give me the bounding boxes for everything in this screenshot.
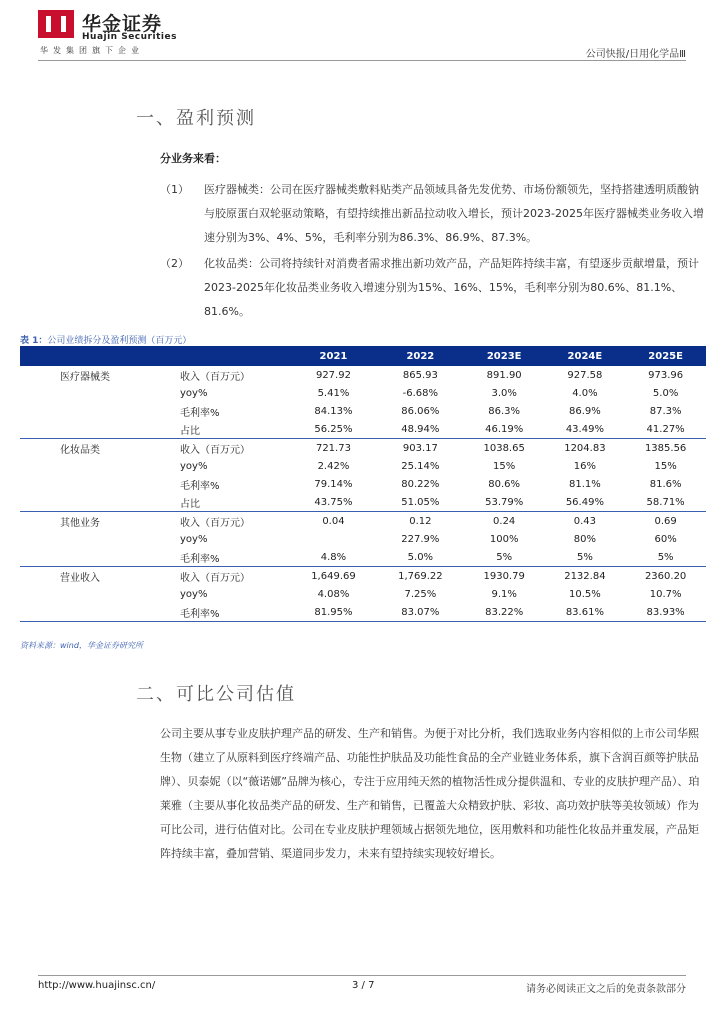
table-cell: 81.95%	[290, 603, 377, 622]
table-cell: 2360.20	[644, 570, 687, 582]
brand-name-cn: 华金证券	[82, 13, 163, 35]
page-number: 3 / 7	[352, 980, 375, 991]
table-cell: 0.12	[409, 515, 432, 527]
header-cell-2023e: 2023E	[486, 350, 522, 362]
table-row	[20, 366, 706, 384]
table-cell: 1204.83	[564, 442, 606, 454]
table-cell	[290, 530, 377, 548]
header-cell	[160, 346, 290, 366]
table-cell: 83.07%	[377, 603, 464, 622]
table-cell: 5%	[545, 548, 626, 567]
section-title-forecast: 一、盈利预测	[136, 108, 256, 129]
table-cell: 84.13%	[314, 405, 353, 417]
footer-url[interactable]: http://www.huajinsc.cn/	[38, 980, 156, 991]
row-metric: 收入（百万元）	[180, 572, 250, 584]
table-cell: 9.1%	[491, 588, 517, 600]
table-cell: 1930.79	[483, 570, 525, 582]
header-cell-2025e: 2025E	[648, 350, 683, 362]
table-row	[20, 402, 706, 420]
table-cell: 1,769.22	[398, 570, 443, 582]
table-cell: 0.24	[493, 515, 516, 527]
table-row	[20, 585, 706, 603]
table-cell: 1385.56	[644, 442, 687, 454]
row-metric: yoy%	[180, 588, 208, 600]
table-cell: 5.0%	[377, 548, 464, 567]
table-cell: 227.9%	[401, 533, 440, 545]
table-cell: 81.1%	[569, 478, 601, 490]
table-cell: 1,649.69	[311, 570, 356, 582]
row-category: 化妆品类	[60, 444, 100, 456]
table-cell: 86.3%	[488, 405, 521, 417]
row-category	[20, 420, 160, 439]
table-cell: 0.04	[322, 515, 345, 527]
table-cell: 83.61%	[545, 603, 626, 622]
table-cell: 721.73	[315, 442, 351, 454]
footer-disclaimer: 请务必阅读正文之后的免责条款部分	[526, 984, 686, 995]
table-cell: 10.5%	[569, 588, 601, 600]
table-cell: 927.92	[315, 369, 351, 381]
table-cell: 15%	[493, 460, 516, 472]
table-row	[20, 475, 706, 493]
table-row	[20, 493, 706, 512]
table-source: 资料来源：wind，华金证券研究所	[20, 641, 143, 650]
table-cell: 2.42%	[317, 460, 350, 472]
brand-logo-icon	[38, 10, 74, 38]
table-cell: 927.58	[567, 369, 603, 381]
table-row	[20, 603, 706, 622]
item-number: （1）	[160, 183, 189, 196]
row-metric: yoy%	[180, 460, 208, 472]
table-caption-label: 表 1：	[20, 336, 48, 346]
table-caption-text: 公司业绩拆分及盈利预测（百万元）	[47, 336, 192, 346]
row-metric: 毛利率%	[180, 480, 220, 492]
row-category: 医疗器械类	[60, 371, 110, 383]
table-cell: 100%	[489, 533, 519, 545]
table-row	[20, 439, 706, 458]
section-subtitle: 分业务来看：	[160, 152, 226, 165]
table-cell: 86.9%	[569, 405, 601, 417]
row-metric: yoy%	[180, 533, 208, 545]
table-cell: 7.25%	[404, 588, 437, 600]
table-cell: -6.68%	[402, 387, 439, 399]
table-cell: 3.0%	[491, 387, 517, 399]
row-metric: yoy%	[180, 387, 208, 399]
table-cell: 51.05%	[377, 493, 464, 512]
table-body	[20, 366, 706, 622]
row-category: 其他业务	[60, 517, 100, 529]
table-cell: 80.6%	[488, 478, 521, 490]
table-cell: 10.7%	[649, 588, 682, 600]
row-metric: 毛利率%	[160, 603, 290, 622]
table-row	[20, 512, 706, 531]
forecast-table	[20, 346, 706, 622]
table-cell: 79.14%	[314, 478, 353, 490]
table-cell: 4.0%	[572, 387, 598, 399]
row-metric: 占比	[160, 493, 290, 512]
footer-divider	[38, 975, 686, 976]
header-cell-2022: 2022	[406, 350, 435, 362]
brand-name-en: Huajin Securities	[82, 32, 177, 42]
table-cell: 56.25%	[290, 420, 377, 439]
table-caption	[20, 333, 191, 346]
table-row	[20, 420, 706, 439]
header-divider	[38, 60, 686, 61]
table-cell: 41.27%	[625, 420, 706, 439]
row-category	[20, 457, 160, 475]
row-category	[20, 475, 160, 493]
table-cell: 1038.65	[483, 442, 525, 454]
header-cell-2021: 2021	[319, 350, 348, 362]
forecast-item-1	[160, 178, 708, 250]
row-metric: 占比	[160, 420, 290, 439]
table-row	[20, 457, 706, 475]
row-metric: 收入（百万元）	[180, 517, 250, 529]
table-cell: 58.71%	[625, 493, 706, 512]
table-cell: 56.49%	[545, 493, 626, 512]
table-cell: 16%	[573, 460, 596, 472]
row-category: 营业收入	[60, 572, 100, 584]
table-cell: 43.75%	[290, 493, 377, 512]
table-cell: 87.3%	[649, 405, 682, 417]
table-cell: 80%	[573, 533, 596, 545]
row-category	[20, 585, 160, 603]
table-row	[20, 530, 706, 548]
table-row	[20, 548, 706, 567]
item-text: 化妆品类：公司将持续针对消费者需求推出新功效产品，产品矩阵持续丰富，有望逐步贡献增量，预计2023-2025年化妆品类业务收入增速分别为15%、16%、15%，毛利率分别为80.6%、81.1%、81.6%。	[204, 257, 699, 318]
table-cell: 25.14%	[401, 460, 440, 472]
forecast-item-2	[160, 252, 708, 324]
table-cell: 60%	[654, 533, 677, 545]
row-category	[20, 548, 160, 567]
table-cell: 80.22%	[401, 478, 440, 490]
table-cell: 865.93	[402, 369, 438, 381]
item-text: 医疗器械类：公司在医疗器械类敷料贴类产品领域具备先发优势、市场份额领先，坚持搭建透明质酸钠与胶原蛋白双轮驱动策略，有望持续推出新品拉动收入增长，预计2023-2025年医疗器械类业务收入增速分别为3%、4%、5%，毛利率分别为86.3%、86.9%、87.3%。	[204, 183, 704, 244]
brand-slogan: 华发集团旗下企业	[40, 46, 144, 55]
row-category	[20, 384, 160, 402]
table-cell: 48.94%	[377, 420, 464, 439]
table-cell: 86.06%	[401, 405, 440, 417]
table-cell: 53.79%	[464, 493, 545, 512]
table-cell: 5.0%	[652, 387, 679, 399]
section-title-valuation: 二、可比公司估值	[136, 684, 296, 705]
table-cell: 2132.84	[564, 570, 606, 582]
row-metric: 收入（百万元）	[180, 444, 250, 456]
item-number: （2）	[160, 257, 189, 270]
table-cell: 973.96	[648, 369, 684, 381]
table-cell: 46.19%	[464, 420, 545, 439]
row-category	[20, 402, 160, 420]
table-row	[20, 384, 706, 402]
table-cell: 5.41%	[317, 387, 350, 399]
table-cell: 4.8%	[290, 548, 377, 567]
row-category	[20, 493, 160, 512]
table-cell: 81.6%	[649, 478, 682, 490]
header-cell	[20, 346, 160, 366]
header-cell-2024e: 2024E	[567, 350, 603, 362]
row-metric: 毛利率%	[180, 407, 220, 419]
table-header-row	[20, 346, 706, 366]
row-metric: 收入（百万元）	[180, 371, 250, 383]
table-cell: 15%	[654, 460, 677, 472]
table-cell: 5%	[464, 548, 545, 567]
table-cell: 5%	[625, 548, 706, 567]
table-cell: 903.17	[402, 442, 438, 454]
table-row	[20, 567, 706, 586]
report-type: 公司快报/日用化学品Ⅲ	[585, 49, 686, 60]
row-category	[20, 603, 160, 622]
table-cell: 4.08%	[317, 588, 350, 600]
table-cell: 83.93%	[625, 603, 706, 622]
table-cell: 891.90	[486, 369, 522, 381]
row-metric: 毛利率%	[160, 548, 290, 567]
valuation-paragraph: 公司主要从事专业皮肤护理产品的研发、生产和销售。为便于对比分析，我们选取业务内容相似的上市公司华熙生物（建立了从原料到医疗终端产品、功能性护肤品及功能性食品的全产业链业务体系，旗下含润百颜等护肤品牌）、贝泰妮（以“薇诺娜”品牌为核心，专注于应用纯天然的植物活性成分提供温和、专业的皮肤护理产品）、珀莱雅（主要从事化妆品类产品的研发、生产和销售，已覆盖大众精致护肤、彩妆、高功效护肤等美妆领域）作为可比公司，进行估值对比。公司在专业皮肤护理领域占据领先地位，医用敷料和功能性化妆品并重发展，产品矩阵持续丰富，叠加营销、渠道同步发力，未来有望持续实现较好增长。	[160, 727, 700, 860]
row-category	[20, 530, 160, 548]
table-cell: 83.22%	[464, 603, 545, 622]
table-cell: 0.69	[654, 515, 677, 527]
table-cell: 43.49%	[545, 420, 626, 439]
table-cell: 0.43	[573, 515, 597, 527]
